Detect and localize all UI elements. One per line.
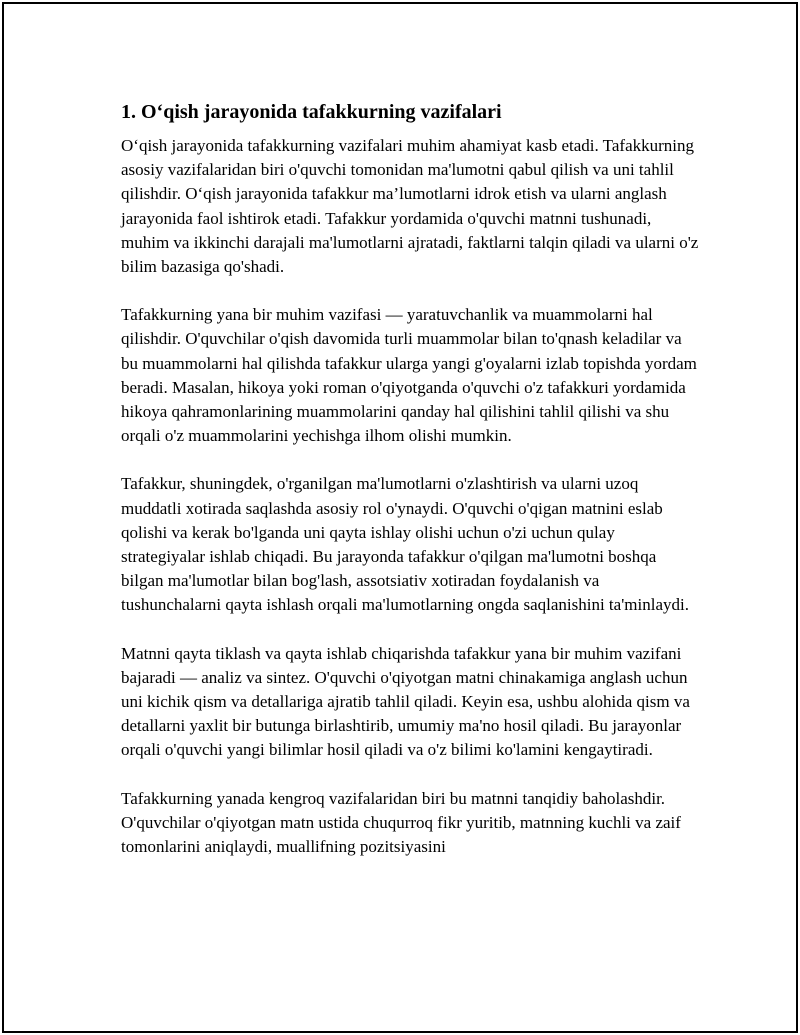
paragraph: Tafakkurning yanada kengroq vazifalaridan biri bu matnni tanqidiy baholashdir. O'quvchilar o'qiyotgan matn ustida chuqurroq fikr yuritib, matnning kuchli va zaif tomonlarini aniqlaydi, muallifning pozitsiyasini (121, 788, 681, 857)
section-heading: 1. O‘qish jarayonida tafakkurning vazifalari (121, 101, 502, 123)
paragraph: Tafakkurning yana bir muhim vazifasi — yaratuvchanlik va muammolarni hal qilishdir. O'quvchilar o'qish davomida turli muammolar bilan to'qnash keladilar va bu muammolarni hal qilishda tafakkur ularga yangi g'oyalarni izlab topishda yordam beradi. Masalan, hikoya yoki roman o'qiyotganda o'quvchi o'z tafakkuri yordamida hikoya qahramonlarining muammolarini qanday hal qilishini tahlil qilishi va shu orqali o'z muammolarini yechishga ilhom olishi mumkin. (121, 305, 697, 446)
paragraph: Matnni qayta tiklash va qayta ishlab chiqarishda tafakkur yana bir muhim vazifani bajaradi — analiz va sintez. O'quvchi o'qiyotgan matni chinakamiga anglash uchun uni kichik qism va detallariga ajratib tahlil qiladi. Keyin esa, ushbu alohida qism va detallarni yaxlit bir butunga birlashtirib, umumiy ma'no hosil qiladi. Bu jarayonlar orqali o'quvchi yangi bilimlar hosil qiladi va o'z bilimi ko'lamini kengaytiradi. (121, 643, 690, 760)
document-page (2, 2, 798, 1033)
paragraph: O‘qish jarayonida tafakkurning vazifalari muhim ahamiyat kasb etadi. Tafakkurning asosiy vazifalaridan biri o'quvchi tomonidan ma'lumotni qabul qilish va uni tahlil qilishdir. O‘qish jarayonida tafakkur ma’lumotlarni idrok etish va ularni anglash jarayonida faol ishtirok etadi. Tafakkur yordamida o'quvchi matnni tushunadi, muhim va ikkinchi darajali ma'lumotlarni ajratadi, faktlarni talqin qiladi va ularni o'z bilim bazasiga qo'shadi. (121, 136, 699, 277)
document-body (121, 99, 701, 883)
paragraph: Tafakkur, shuningdek, o'rganilgan ma'lumotlarni o'zlashtirish va ularni uzoq muddatli xotirada saqlashda asosiy rol o'ynaydi. O'quvchi o'qigan matnini eslab qolishi va kerak bo'lganda uni qayta ishlay olishi uchun o'zi uchun qulay strategiyalar ishlab chiqadi. Bu jarayonda tafakkur o'qilgan ma'lumotni boshqa bilgan ma'lumotlar bilan bog'lash, assotsiativ xotiradan foydalanish va tushunchalarni qayta ishlash orqali ma'lumotlarning ongda saqlanishini ta'minlaydi. (121, 474, 689, 615)
